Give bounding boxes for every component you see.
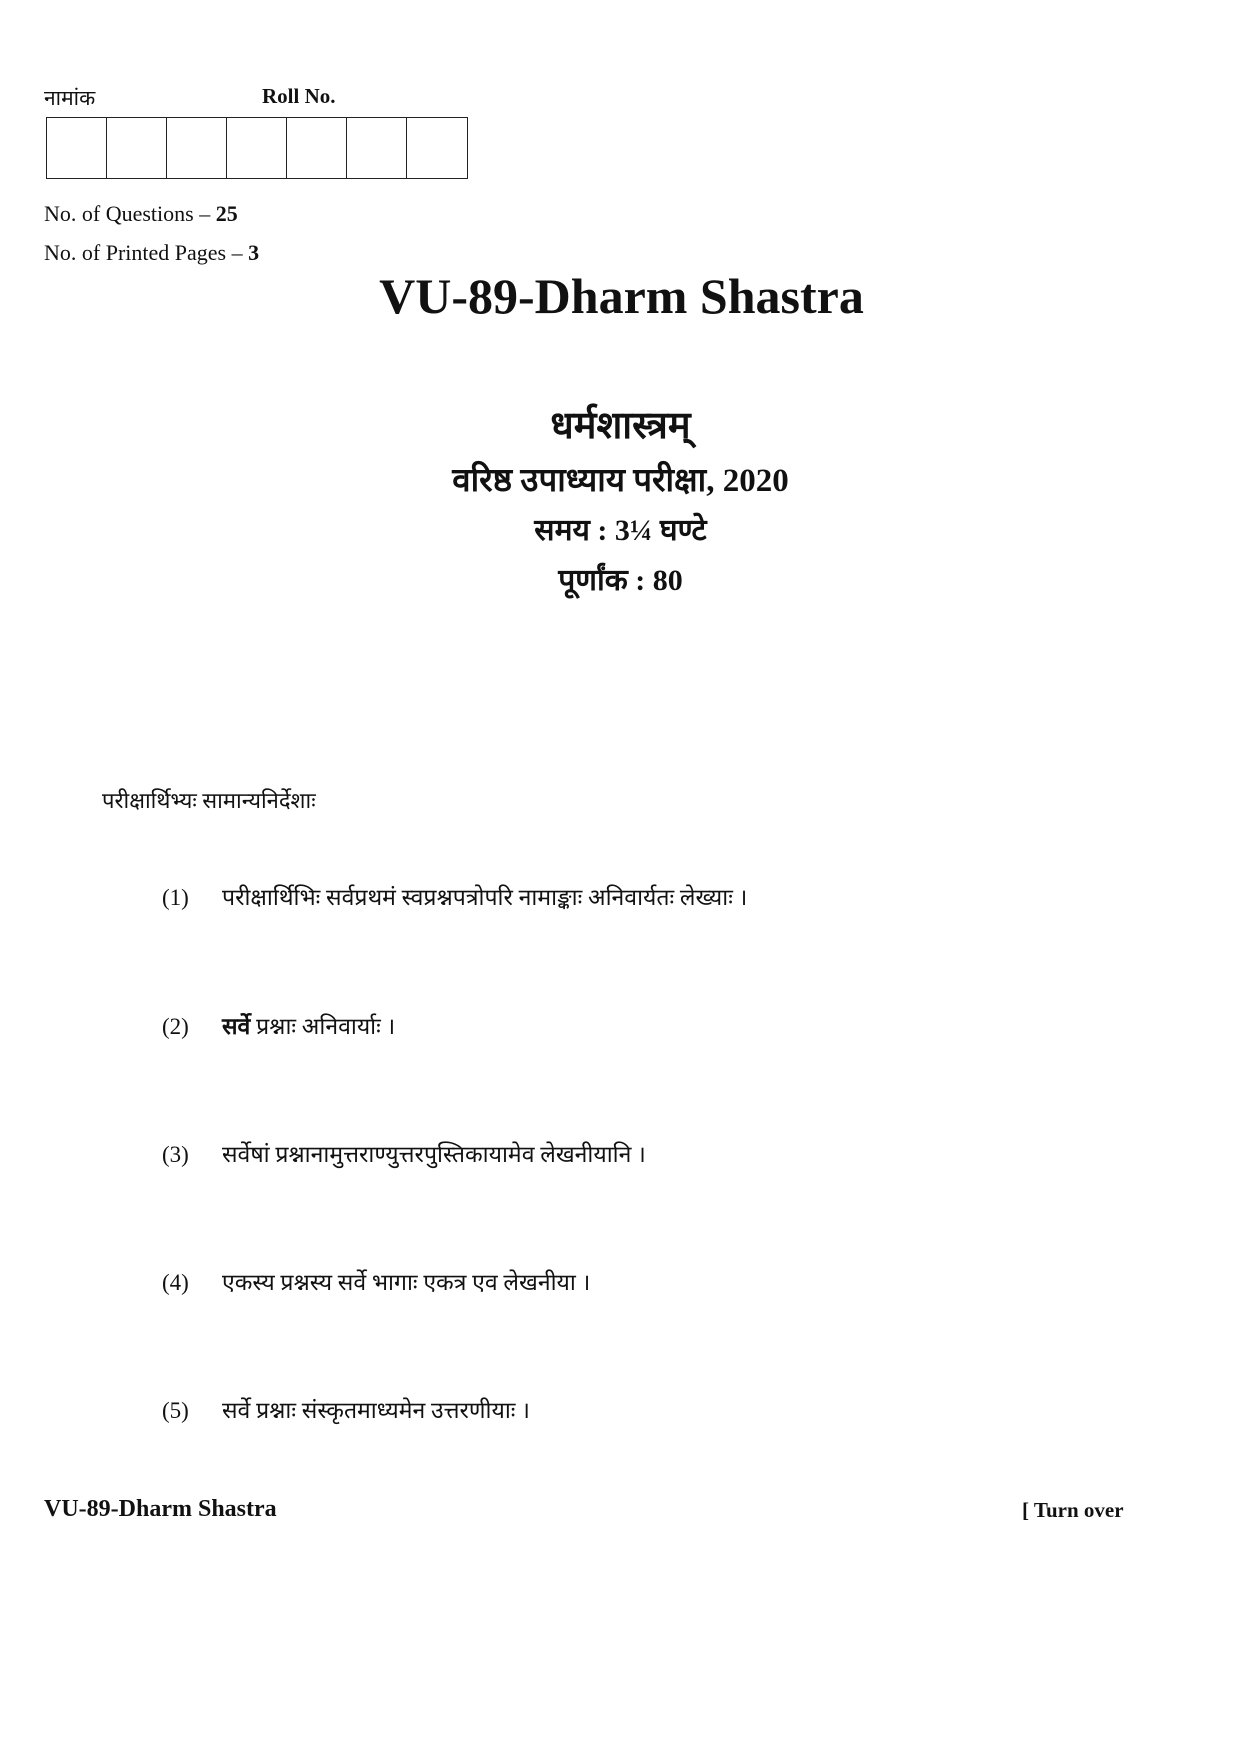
questions-count-label: No. of Questions – [44,201,216,226]
turn-over-note: [ Turn over [1022,1498,1124,1522]
roll-number-boxes [46,117,468,179]
instruction-number: (3) [162,1142,189,1167]
instruction-number: (4) [162,1270,189,1295]
instruction-text: परीक्षार्थिभिः सर्वप्रथमं स्वप्रश्नपत्रोपरि नामाङ्काः अनिवार्यतः लेख्याः । [222,885,748,910]
roll-number-label-english: Roll No. [262,84,336,108]
total-marks: पूर्णांक : 80 [558,564,683,597]
roll-number-cell[interactable] [107,118,167,178]
roll-number-cell[interactable] [227,118,287,178]
instruction-item [162,1137,646,1169]
roll-number-cell[interactable] [407,118,467,178]
printed-pages-label: No. of Printed Pages – [44,240,249,265]
roll-number-cell[interactable] [167,118,227,178]
instruction-text: एकस्य प्रश्नस्य सर्वे भागाः एकत्र एव लेखनीया । [222,1270,591,1295]
roll-number-cell[interactable] [47,118,107,178]
instruction-item [162,1009,395,1041]
instruction-item [162,880,747,912]
printed-pages-value: 3 [248,240,260,265]
questions-count-value: 25 [215,201,238,226]
roll-number-cell[interactable] [287,118,347,178]
instruction-text: सर्वेषां प्रश्नानामुत्तराण्युत्तरपुस्तिकायामेव लेखनीयानि । [222,1142,646,1167]
instruction-text: सर्वे प्रश्नाः संस्कृतमाध्यमेन उत्तरणीयाः । [222,1398,530,1423]
exam-duration: समय : 3¼ घण्टे [534,514,707,547]
instruction-text: प्रश्नाः अनिवार्याः । [250,1014,396,1039]
instruction-number: (2) [162,1014,189,1039]
instruction-number: (5) [162,1398,189,1423]
exam-name: वरिष्ठ उपाध्याय परीक्षा, 2020 [452,463,789,499]
instruction-item [162,1265,590,1297]
instruction-item [162,1393,530,1425]
paper-title-text: VU-89-Dharm Shastra [379,268,864,324]
instruction-emphasis: सर्वे [222,1014,251,1039]
footer-paper-code: VU-89-Dharm Shastra [44,1496,277,1522]
instruction-number: (1) [162,885,189,910]
roll-number-cell[interactable] [347,118,407,178]
roll-number-label-hindi: नामांक [44,86,96,110]
instructions-heading: परीक्षार्थिभ्यः सामान्यनिर्देशाः [102,788,316,813]
questions-count [44,201,238,227]
subject-title-hindi: धर्मशास्त्रम् [550,405,691,447]
printed-pages-count [44,240,259,266]
paper-title [0,267,1241,325]
